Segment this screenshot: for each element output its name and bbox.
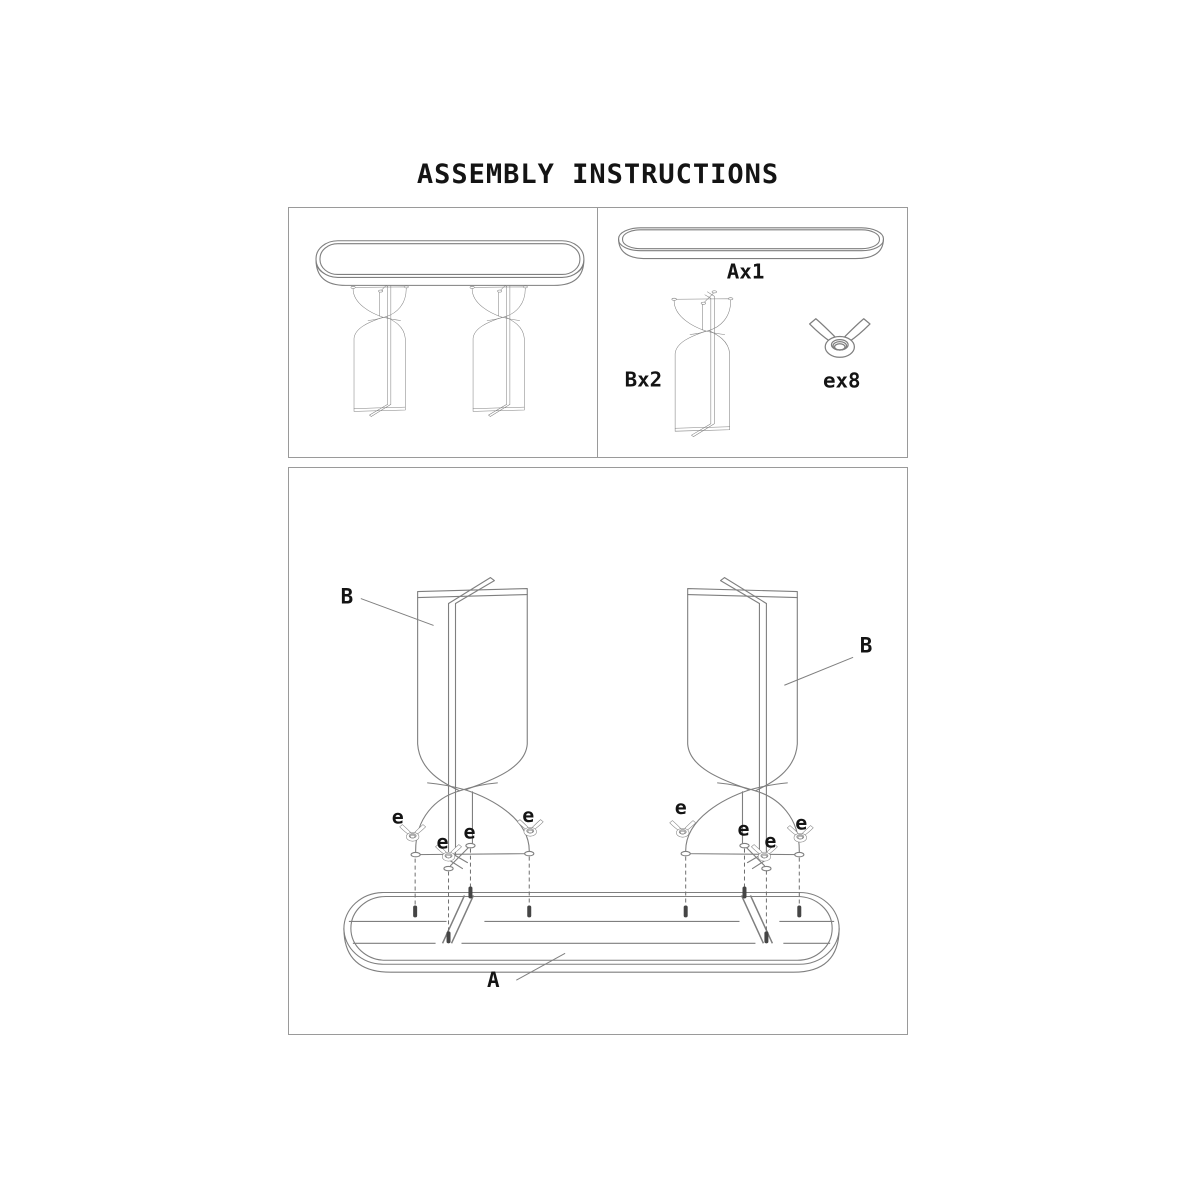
label-wing-nut: e	[463, 820, 476, 844]
label-part-e-quantity: ex8	[822, 368, 861, 393]
label-wing-nut: e	[674, 795, 687, 819]
leg-part-drawing	[672, 291, 733, 437]
table-top-part-drawing	[619, 228, 884, 259]
wing-nut-icon	[810, 319, 870, 358]
label-leg-right: B	[859, 633, 873, 658]
assembled-table-top	[316, 241, 584, 286]
panel-parts-list	[597, 207, 908, 458]
assembled-leg-left	[351, 279, 408, 416]
label-wing-nut: e	[737, 817, 750, 841]
label-wing-nut: e	[436, 830, 449, 854]
label-table-top: A	[487, 968, 500, 993]
panel-assembled-view	[288, 207, 598, 458]
label-part-a-quantity: Ax1	[726, 259, 765, 284]
parts-list-drawing	[598, 208, 907, 457]
label-part-b-quantity: Bx2	[624, 367, 663, 392]
label-wing-nut: e	[522, 803, 535, 827]
label-wing-nut: e	[391, 805, 404, 829]
panel-assembly-steps	[288, 467, 908, 1035]
label-wing-nut: e	[764, 829, 777, 853]
label-leg-left: B	[340, 584, 354, 609]
label-wing-nut: e	[795, 811, 808, 835]
assembled-table-drawing	[289, 208, 597, 457]
page-title: ASSEMBLY INSTRUCTIONS	[416, 159, 780, 190]
exploded-assembly-drawing	[289, 468, 907, 1034]
assembled-leg-right	[470, 279, 527, 416]
